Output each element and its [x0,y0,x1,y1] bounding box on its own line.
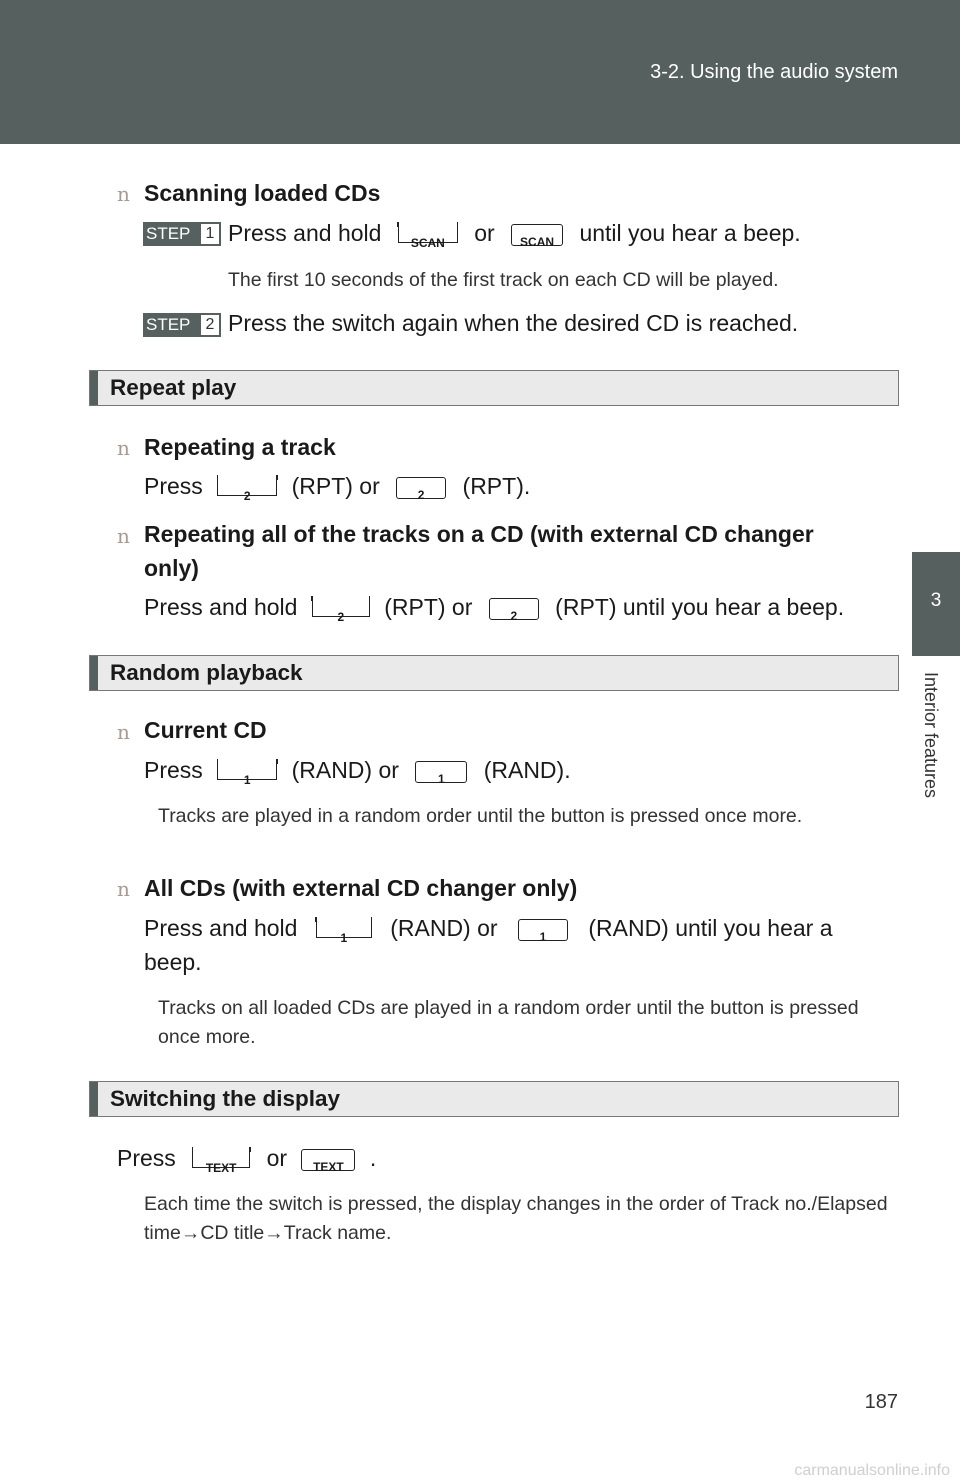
random-all-note: Tracks on all loaded CDs are played in a random order until the button is pressed once more. [158,997,859,1048]
preset-1-label: 1 [539,929,547,944]
rand-end-text: (RAND) until you hear a [588,915,833,941]
text-button-icon [301,1149,355,1174]
rpt-text: (RPT) or [384,594,473,620]
press-text: Press [144,757,203,783]
bullet-icon: n [117,436,130,460]
scanning-step1-line [228,220,801,250]
press-text: Press [144,473,203,499]
press-text: Press [117,1145,176,1171]
display-line [117,1145,377,1175]
rand-end-text: (RAND). [483,757,571,783]
repeat-all-line [144,594,845,624]
page-number: 187 [864,1391,898,1413]
bullet-icon: n [117,720,130,744]
scan-button-label: SCAN [520,234,555,249]
bar-accent [90,656,98,690]
random-all-heading: All CDs (with external CD changer only) [144,875,578,901]
period-text: . [369,1145,377,1171]
preset-2-label: 2 [337,609,345,624]
press-hold-text: Press and hold [144,594,298,620]
chapter-tab [912,552,960,656]
random-all-line [144,915,833,945]
scan-button-label: SCAN [410,235,445,250]
preset-1-label: 1 [243,772,251,787]
or-text: or [266,1145,288,1171]
scan-button-icon [398,227,458,250]
random-all-line-2: beep. [144,949,202,975]
preset-2-button-icon [312,601,370,624]
preset-1-label: 1 [340,930,348,945]
preset-2-label: 2 [510,608,518,623]
preset-1-label: 1 [437,771,445,786]
bullet-icon: n [117,877,130,901]
preset-1-button-icon [316,922,372,945]
press-hold-text: Press and hold [144,915,298,941]
preset-2-label: 2 [243,488,251,503]
random-current-line [144,757,571,787]
preset-1-button-icon [518,919,568,944]
bullet-icon: n [117,182,130,206]
repeat-section-bar [89,370,899,406]
bar-accent [90,1082,98,1116]
random-title: Random playback [110,660,303,685]
rand-text: (RAND) or [390,915,498,941]
preset-2-button-icon [489,598,539,623]
text-button-label: TEXT [205,1160,237,1175]
scanning-note: The first 10 seconds of the first track on each CD will be played. [228,269,779,291]
step-number: 1 [201,224,219,244]
repeat-all-heading-1: Repeating all of the tracks on a CD (with external CD changer [144,521,814,547]
preset-2-button-icon [396,477,446,502]
display-note: Each time the switch is pressed, the display changes in the order of Track no./Elapsed time→CD title→Track name. [144,1193,888,1244]
random-current-heading: Current CD [144,717,267,743]
preset-2-label: 2 [417,487,425,502]
scanning-step2-text: Press the switch again when the desired CD is reached. [228,310,799,336]
page-header [0,0,960,144]
repeat-track-heading: Repeating a track [144,434,336,460]
step-label: STEP [146,224,191,243]
repeat-all-heading-2: only) [144,555,199,581]
random-current-note: Tracks are played in a random order until the button is pressed once more. [158,805,803,827]
display-section-bar [89,1081,899,1117]
repeat-track-line [144,473,531,503]
rand-text: (RAND) or [291,757,399,783]
watermark: carmanualsonline.info [794,1462,950,1479]
preset-2-button-icon [217,480,277,503]
scanning-heading: Scanning loaded CDs [144,180,381,206]
step-2-badge [143,313,221,337]
display-title: Switching the display [110,1086,341,1111]
step-label: STEP [146,315,191,334]
chapter-label: Interior features [921,672,941,799]
rpt-text: (RPT) or [291,473,380,499]
text-button-icon [192,1152,250,1175]
random-section-bar [89,655,899,691]
step1-text-a: Press and hold [228,220,382,246]
chapter-number: 3 [930,590,942,611]
preset-1-button-icon [415,761,467,786]
repeat-title: Repeat play [110,375,237,400]
preset-1-button-icon [217,764,277,787]
text-button-label: TEXT [313,1159,344,1174]
rpt-end-text: (RPT). [462,473,531,499]
or-text: or [474,220,495,246]
step-number: 2 [201,315,219,335]
step-1-badge [143,222,221,246]
scan-button-icon [511,224,563,249]
step1-text-b: until you hear a beep. [579,220,801,246]
header-title: 3-2. Using the audio system [650,61,898,83]
bullet-icon: n [117,524,130,548]
bar-accent [90,371,98,405]
rpt-end-text: (RPT) until you hear a beep. [555,594,845,620]
